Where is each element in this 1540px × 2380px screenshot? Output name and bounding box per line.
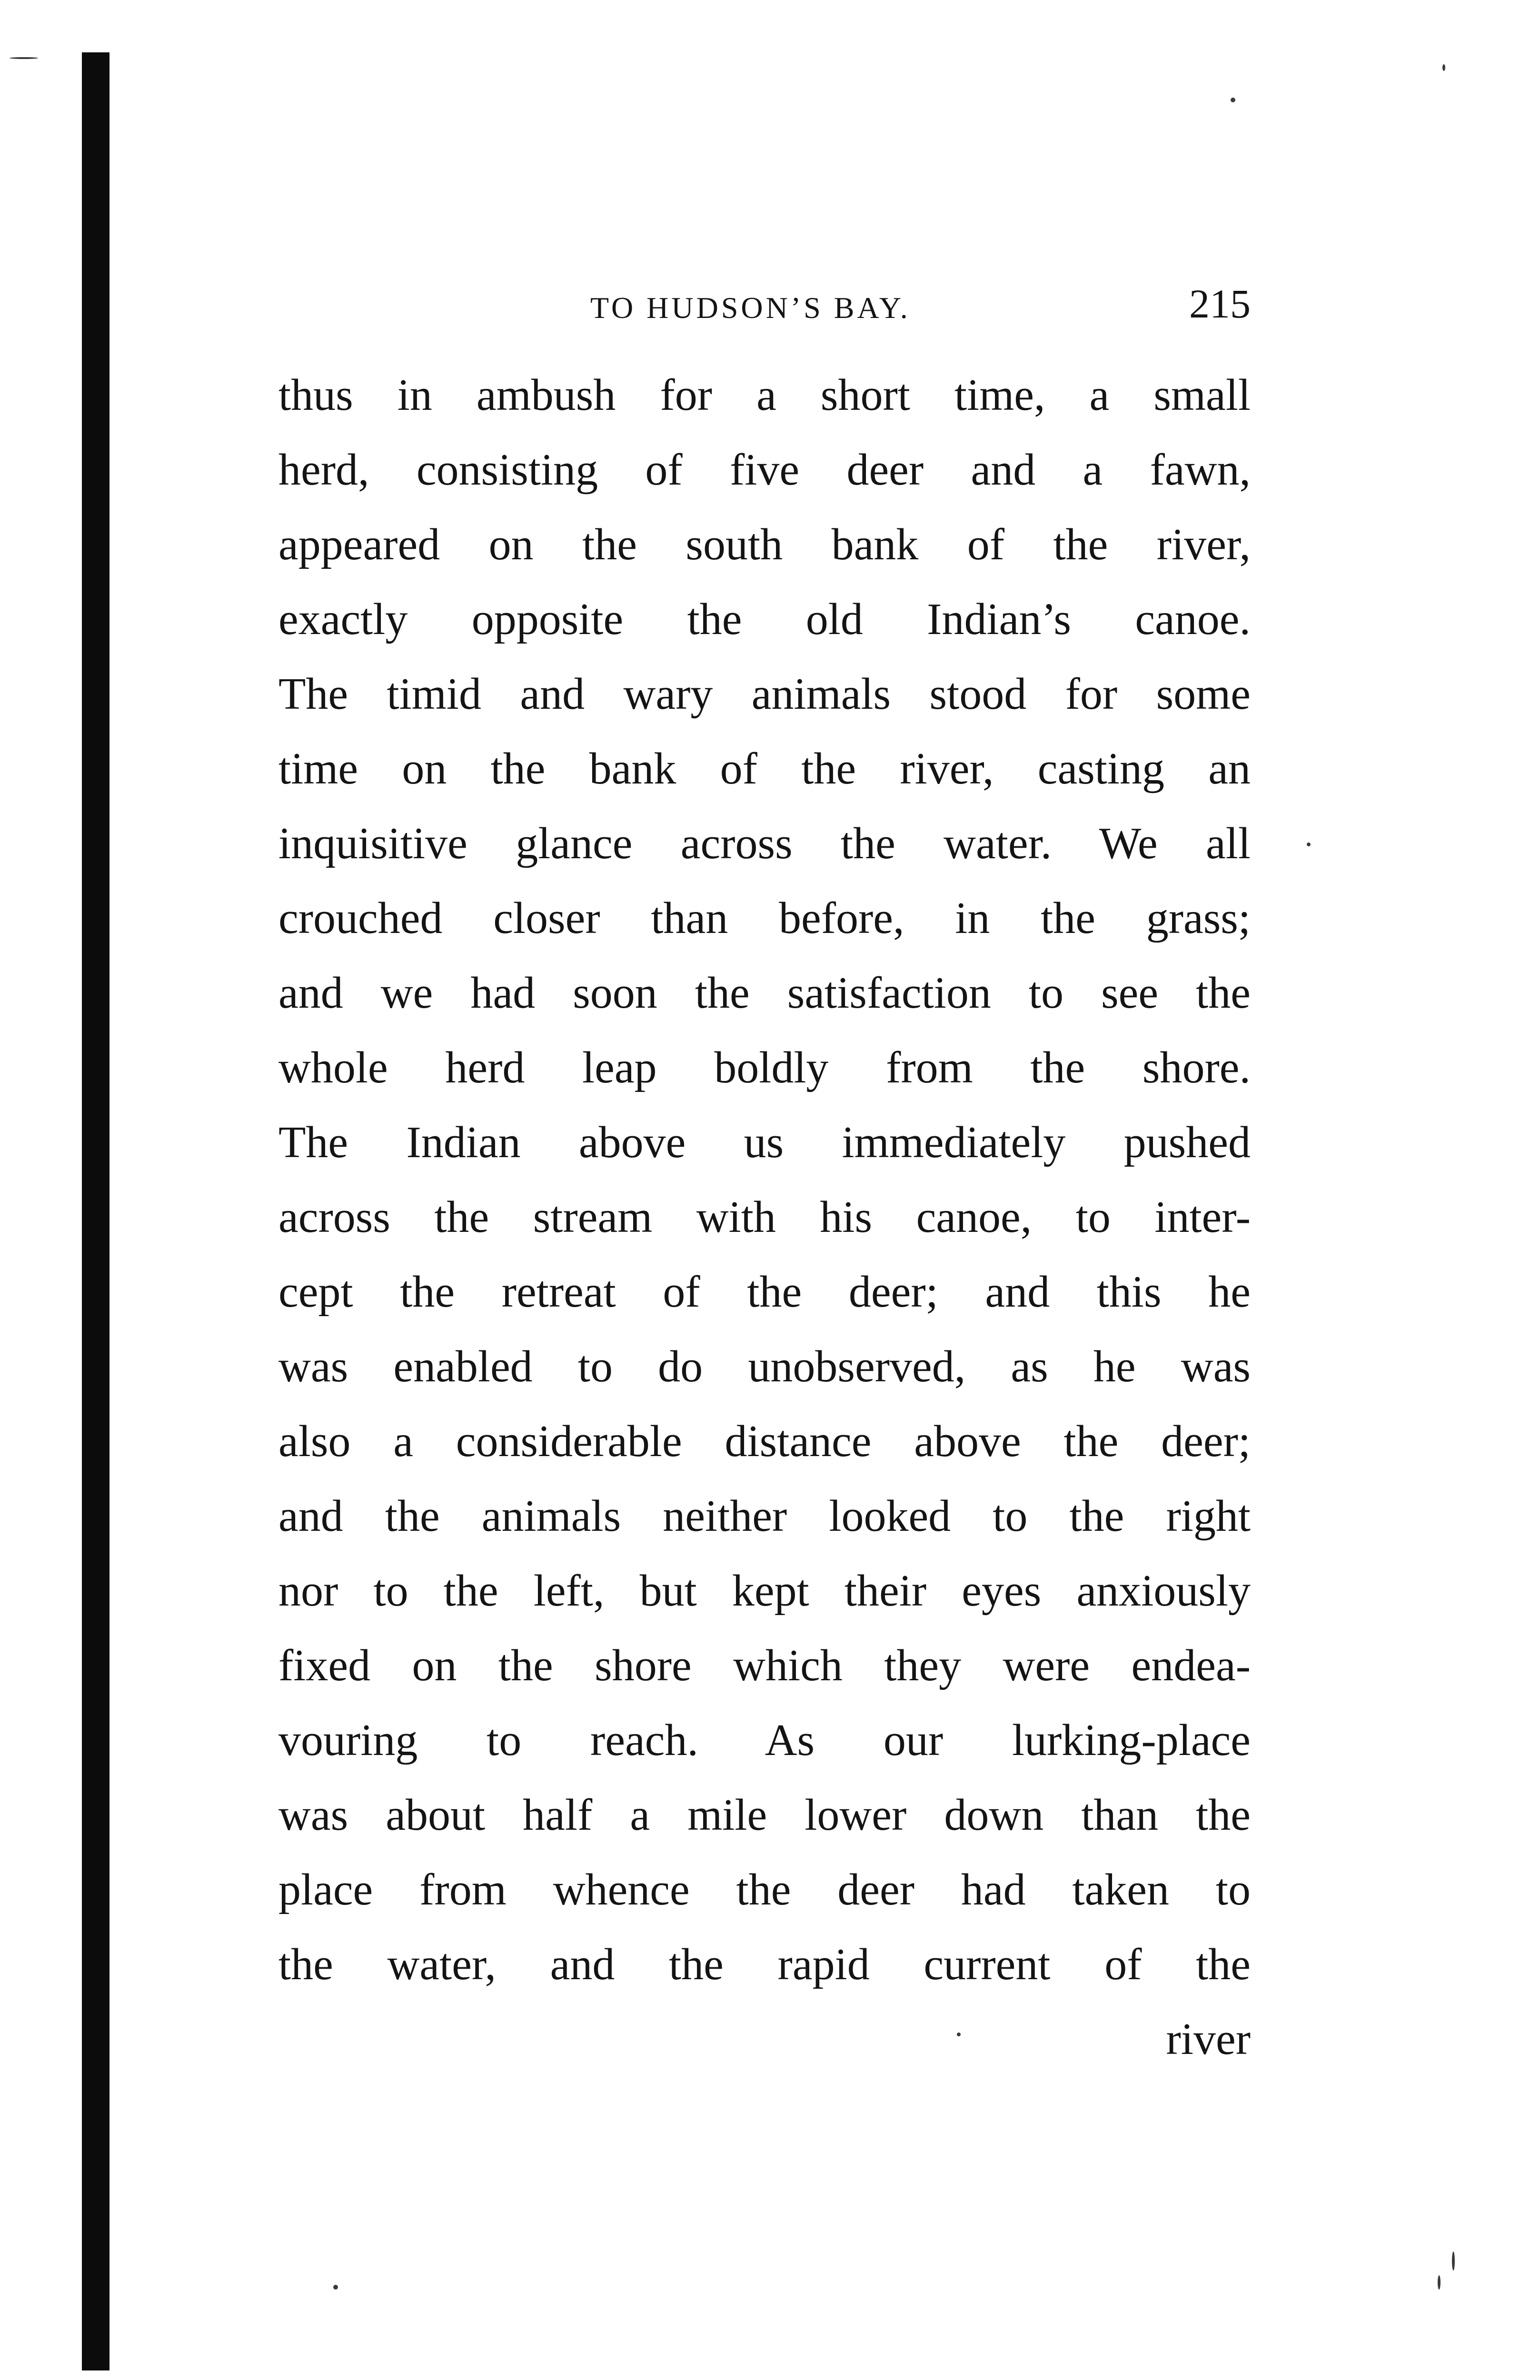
scan-speck (1231, 98, 1235, 102)
text-line: appeared on the south bank of the river, (278, 520, 1251, 569)
scan-speck (957, 2033, 961, 2036)
text-line: herd, consisting of five deer and a fawn, (278, 445, 1251, 495)
book-spine-shadow (82, 52, 109, 2370)
text-line: nor to the left, but kept their eyes anxiously (278, 1566, 1251, 1616)
body-text (278, 358, 1251, 2077)
scan-speck (1452, 2251, 1455, 2271)
text-line: cept the retreat of the deer; and this he (278, 1267, 1251, 1317)
text-line: place from whence the deer had taken to (278, 1865, 1251, 1914)
text-line: whole herd leap boldly from the shore. (278, 1043, 1251, 1092)
text-line: the water, and the rapid current of the (278, 1940, 1251, 1989)
text-line: time on the bank of the river, casting an (278, 744, 1251, 793)
text-line: fixed on the shore which they were endea- (278, 1641, 1251, 1690)
text-line: The timid and wary animals stood for some (278, 669, 1251, 719)
running-head (278, 280, 1251, 332)
scan-speck (333, 2285, 338, 2290)
text-line: across the stream with his canoe, to inter- (278, 1192, 1251, 1242)
text-line: and the animals neither looked to the right (278, 1491, 1251, 1541)
text-line: vouring to reach. As our lurking-place (278, 1716, 1251, 1765)
text-line: was about half a mile lower down than the (278, 1790, 1251, 1840)
page-number: 215 (1189, 281, 1251, 327)
scan-speck (1442, 64, 1445, 71)
text-line: was enabled to do unobserved, as he was (278, 1342, 1251, 1391)
text-line: also a considerable distance above the deer; (278, 1417, 1251, 1466)
text-line: The Indian above us immediately pushed (278, 1118, 1251, 1167)
text-line: exactly opposite the old Indian’s canoe. (278, 595, 1251, 644)
scan-speck (1307, 843, 1311, 846)
text-line: inquisitive glance across the water. We all (278, 819, 1251, 868)
running-title: TO HUDSON’S BAY. (590, 291, 911, 325)
catchword: river (1166, 2014, 1251, 2064)
text-line: crouched closer than before, in the grass; (278, 893, 1251, 943)
text-line: and we had soon the satisfaction to see the (278, 968, 1251, 1018)
scan-speck (10, 57, 38, 59)
text-line: thus in ambush for a short time, a small (278, 370, 1251, 420)
scan-speck (1438, 2275, 1441, 2290)
